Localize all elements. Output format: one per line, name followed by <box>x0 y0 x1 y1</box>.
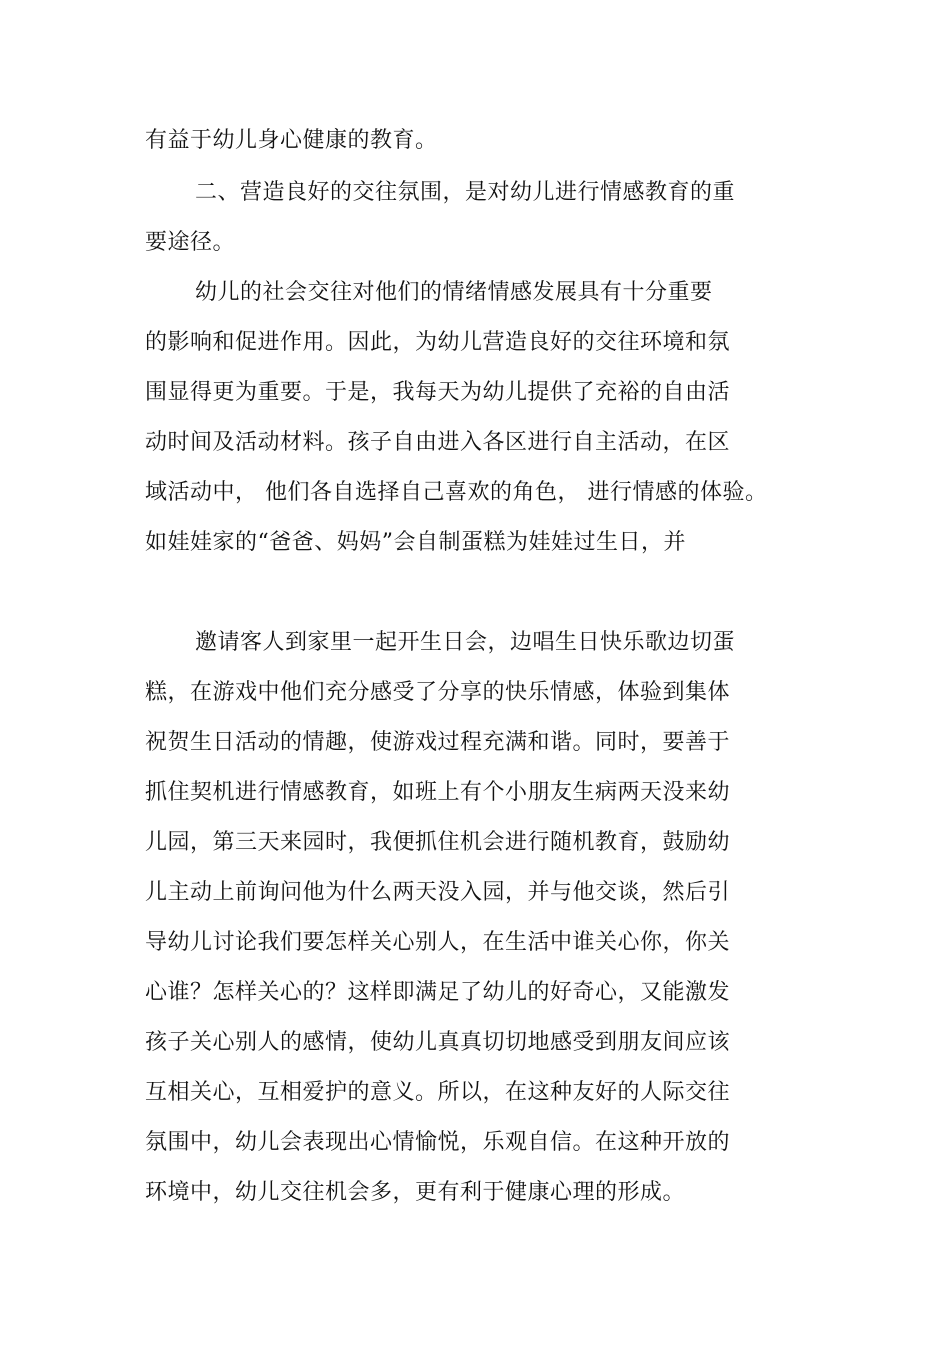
section-heading: 二、营造良好的交往氛围，是对幼儿进行情感教育的重 <box>195 180 736 205</box>
text-line: 的影响和促进作用。因此，为幼儿营造良好的交往环境和氛 <box>145 330 731 355</box>
text-line: 儿园，第三天来园时，我便抓住机会进行随机教育，鼓励幼 <box>145 830 731 855</box>
text-line: 邀请客人到家里一起开生日会，边唱生日快乐歌边切蛋 <box>195 630 736 655</box>
paragraph-start-line: 幼儿的社会交往对他们的情绪情感发展具有十分重要 <box>195 280 713 305</box>
text-line: 导幼儿讨论我们要怎样关心别人，在生活中谁关心你，你关 <box>145 930 731 955</box>
text-line: 环境中，幼儿交往机会多，更有利于健康心理的形成。 <box>145 1180 686 1205</box>
text-line: 如娃娃家的“爸爸、妈妈”会自制蛋糕为娃娃过生日，并 <box>145 530 686 555</box>
text-line: 互相关心，互相爱护的意义。所以，在这种友好的人际交往 <box>145 1080 731 1105</box>
text-line: 有益于幼儿身心健康的教育。 <box>145 128 438 153</box>
text-line: 祝贺生日活动的情趣，使游戏过程充满和谐。同时，要善于 <box>145 730 731 755</box>
text-line: 氛围中，幼儿会表现出心情愉悦，乐观自信。在这种开放的 <box>145 1130 731 1155</box>
section-heading-continued: 要途径。 <box>145 230 236 255</box>
text-line: 抓住契机进行情感教育，如班上有个小朋友生病两天没来幼 <box>145 780 731 805</box>
text-line: 儿主动上前询问他为什么两天没入园，并与他交谈，然后引 <box>145 880 731 905</box>
text-line: 围显得更为重要。于是，我每天为幼儿提供了充裕的自由活 <box>145 380 731 405</box>
text-line: 动时间及活动材料。孩子自由进入各区进行自主活动，在区 <box>145 430 731 455</box>
text-line: 心谁？怎样关心的？这样即满足了幼儿的好奇心，又能激发 <box>145 980 731 1005</box>
text-line: 糕，在游戏中他们充分感受了分享的快乐情感，体验到集体 <box>145 680 731 705</box>
text-line: 孩子关心别人的感情，使幼儿真真切切地感受到朋友间应该 <box>145 1030 731 1055</box>
text-line: 域活动中， 他们各自选择自己喜欢的角色， 进行情感的体验。 <box>145 480 768 505</box>
